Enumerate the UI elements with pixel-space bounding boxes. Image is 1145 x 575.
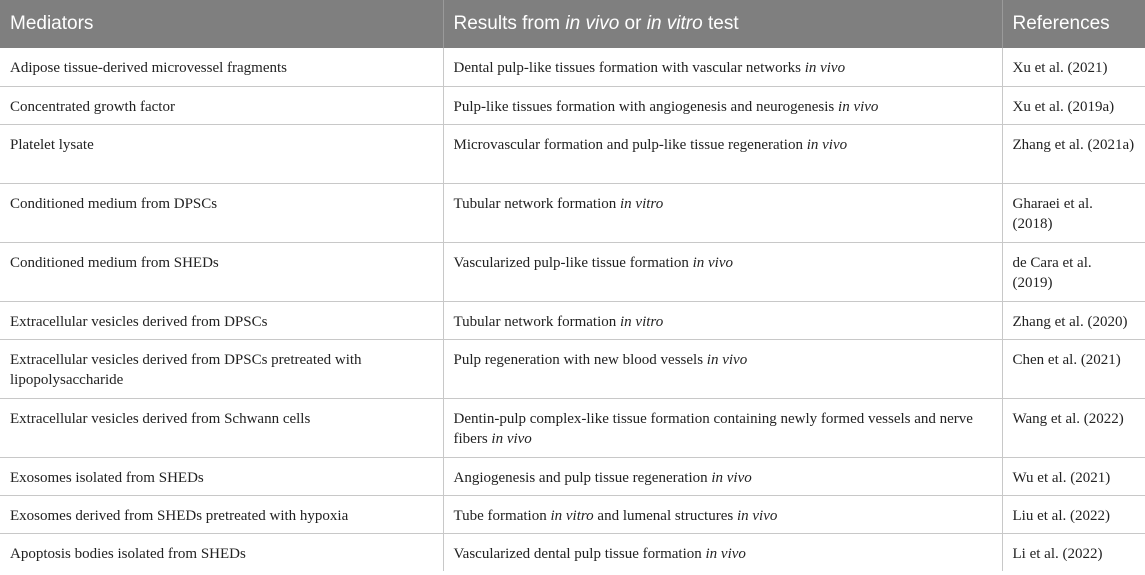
header-mediators: Mediators — [0, 0, 443, 48]
mediator-cell: Adipose tissue-derived microvessel fragments — [0, 48, 443, 86]
result-cell — [443, 533, 1002, 571]
result-text: Tube formation — [453, 507, 551, 524]
table-row — [0, 242, 1145, 301]
result-text: Vascularized dental pulp tissue formation — [453, 545, 706, 562]
reference-cell: Li et al. (2022) — [1002, 533, 1145, 571]
result-italic: in vivo — [711, 469, 752, 486]
result-text: Tubular network formation — [453, 195, 621, 212]
header-results-italic1: in vivo — [565, 13, 620, 34]
reference-cell: de Cara et al. (2019) — [1002, 242, 1145, 301]
header-results-italic2: in vitro — [646, 13, 703, 34]
result-italic: in vitro — [620, 195, 664, 212]
result-italic: in vivo — [806, 136, 848, 153]
reference-cell: Zhang et al. (2020) — [1002, 301, 1145, 339]
reference-cell: Wu et al. (2021) — [1002, 457, 1145, 495]
result-italic: in vivo — [692, 254, 734, 271]
result-text: Pulp regeneration with new blood vessels — [453, 351, 707, 368]
reference-cell: Liu et al. (2022) — [1002, 495, 1145, 533]
result-italic: in vivo — [838, 98, 879, 115]
result-italic: in vivo — [706, 351, 748, 368]
result-cell — [443, 495, 1002, 533]
reference-cell: Zhang et al. (2021a) — [1002, 124, 1145, 183]
reference-cell: Wang et al. (2022) — [1002, 398, 1145, 457]
result-cell — [443, 339, 1002, 398]
result-cell — [443, 398, 1002, 457]
reference-cell: Xu et al. (2021) — [1002, 48, 1145, 86]
header-results-post: test — [702, 13, 739, 34]
header-results-mid: or — [619, 13, 647, 34]
table-row — [0, 398, 1145, 457]
result-text: Angiogenesis and pulp tissue regeneration — [453, 469, 712, 486]
table-row — [0, 86, 1145, 124]
mediator-cell: Apoptosis bodies isolated from SHEDs — [10, 545, 246, 562]
reference-cell: Gharaei et al. (2018) — [1002, 183, 1145, 242]
header-results — [443, 0, 1002, 48]
result-cell — [443, 301, 1002, 339]
mediator-cell: Extracellular vesicles derived from DPSCs — [0, 301, 443, 339]
mediator-cell: Extracellular vesicles derived from Schwann cells — [0, 398, 443, 457]
reference-cell: Chen et al. (2021) — [1002, 339, 1145, 398]
header-references: References — [1002, 0, 1145, 48]
table-row — [0, 124, 1145, 183]
table-row — [0, 48, 1145, 86]
result-italic: in vitro — [620, 313, 664, 330]
result-cell — [443, 183, 1002, 242]
result-italic-2: in vivo — [736, 507, 778, 524]
result-cell — [443, 457, 1002, 495]
result-cell — [443, 124, 1002, 183]
table-row — [0, 495, 1145, 533]
result-text: Dental pulp-like tissues formation with vascular networks — [453, 60, 805, 76]
result-text: Vascularized pulp-like tissue formation — [453, 254, 693, 271]
table-row — [0, 533, 1145, 571]
result-italic: in vivo — [705, 545, 746, 562]
result-italic: in vitro — [550, 507, 594, 524]
reference-cell: Xu et al. (2019a) — [1002, 86, 1145, 124]
mediator-cell: Platelet lysate — [0, 124, 443, 183]
result-cell — [443, 86, 1002, 124]
table-row — [0, 457, 1145, 495]
table-row — [0, 339, 1145, 398]
table-row — [0, 183, 1145, 242]
mediator-cell: Concentrated growth factor — [0, 86, 443, 124]
result-cell — [443, 242, 1002, 301]
header-row — [0, 0, 1145, 48]
result-text: Tubular network formation — [453, 313, 621, 330]
header-results-pre: Results from — [453, 13, 566, 34]
mediator-cell: Conditioned medium from SHEDs — [0, 242, 443, 301]
result-text-after: and lumenal structures — [593, 507, 737, 524]
result-italic: in vivo — [491, 430, 532, 447]
mediator-cell: Exosomes derived from SHEDs pretreated with hypoxia — [0, 495, 443, 533]
mediator-cell: Exosomes isolated from SHEDs — [0, 457, 443, 495]
result-text: Pulp-like tissues formation with angiogenesis and neurogenesis — [453, 98, 839, 115]
result-cell — [443, 48, 1002, 86]
mediator-cell: Conditioned medium from DPSCs — [0, 183, 443, 242]
mediator-cell: Extracellular vesicles derived from DPSCs pretreated with lipopolysaccharide — [0, 339, 443, 398]
result-italic: in vivo — [804, 60, 846, 76]
table-row — [0, 301, 1145, 339]
result-text: Microvascular formation and pulp-like tissue regeneration — [453, 136, 807, 153]
result-text: Dentin-pulp complex-like tissue formation containing newly formed vessels and nerve fibers — [453, 410, 973, 447]
